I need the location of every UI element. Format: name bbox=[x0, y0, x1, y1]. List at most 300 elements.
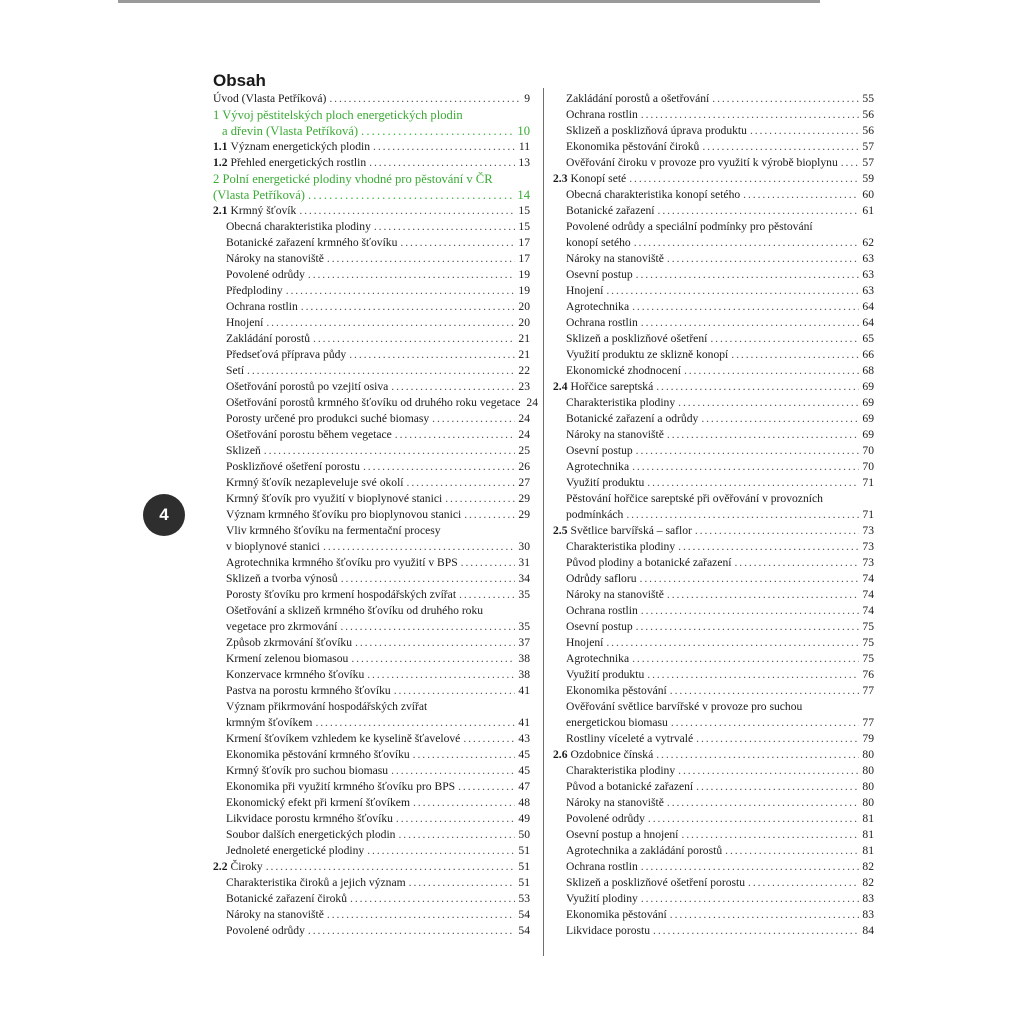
toc-page-number: 41 bbox=[518, 684, 530, 697]
toc-entry-title: Krmný šťovík pro suchou biomasu bbox=[226, 764, 389, 777]
toc-leader-dots bbox=[367, 843, 515, 859]
toc-entry-title: Ošetřování porostu během vegetace bbox=[226, 428, 392, 441]
toc-entry bbox=[553, 619, 874, 635]
toc-entry-title: Význam přikrmování hospodářských zvířat bbox=[226, 700, 428, 713]
toc-page-number: 24 bbox=[526, 396, 539, 409]
toc-entry bbox=[213, 747, 530, 763]
toc-entry-title: Ekonomický efekt při krmení šťovíkem bbox=[226, 796, 410, 809]
toc-entry bbox=[553, 491, 874, 507]
toc-entry bbox=[213, 411, 530, 427]
toc-entry-title: Ošetřování a sklizeň krmného šťovíku od druhého roku bbox=[226, 604, 484, 617]
toc-page-number: 21 bbox=[518, 332, 530, 345]
toc-entry bbox=[213, 123, 530, 139]
toc-entry-title: Krmení šťovíkem vzhledem ke kyselině šťavelové bbox=[226, 732, 461, 745]
toc-page-number: 80 bbox=[862, 748, 874, 761]
toc-page-number: 31 bbox=[518, 556, 530, 569]
toc-entry bbox=[213, 843, 530, 859]
toc-entry-title: Ekonomika pěstování krmného šťovíku bbox=[226, 748, 410, 761]
toc-entry bbox=[553, 187, 874, 203]
toc-entry bbox=[553, 587, 874, 603]
toc-entry bbox=[553, 379, 874, 395]
toc-leader-dots bbox=[286, 283, 516, 299]
toc-entry bbox=[213, 299, 530, 315]
toc-page-number: 24 bbox=[518, 428, 530, 441]
toc-leader-dots bbox=[340, 619, 515, 635]
toc-leader-dots bbox=[264, 443, 516, 459]
toc-leader-dots bbox=[407, 475, 516, 491]
toc-entry bbox=[553, 731, 874, 747]
toc-leader-dots bbox=[647, 667, 859, 683]
toc-page-number: 69 bbox=[862, 396, 874, 409]
toc-entry bbox=[553, 891, 874, 907]
toc-entry-title: Způsob zkrmování šťovíku bbox=[226, 636, 353, 649]
toc-leader-dots bbox=[841, 155, 860, 171]
toc-entry bbox=[213, 763, 530, 779]
toc-entry-title: Krmný šťovík pro využití v bioplynové stanici bbox=[226, 492, 443, 505]
toc-page-number: 76 bbox=[862, 668, 874, 681]
toc-page-number: 81 bbox=[862, 828, 874, 841]
toc-page-number: 82 bbox=[862, 860, 874, 873]
toc-entry-title: Botanické zařazení a odrůdy bbox=[566, 412, 699, 425]
toc-page-number: 43 bbox=[518, 732, 530, 745]
toc-entry bbox=[553, 443, 874, 459]
toc-entry-title: Ochrana rostlin bbox=[566, 604, 638, 617]
toc-leader-dots bbox=[301, 299, 516, 315]
toc-entry-title: Ekonomika pěstování bbox=[566, 908, 667, 921]
toc-leader-dots bbox=[374, 219, 516, 235]
toc-entry-title: Čiroky bbox=[230, 860, 263, 873]
toc-page-number: 64 bbox=[862, 316, 874, 329]
toc-page-number: 57 bbox=[862, 140, 874, 153]
toc-entry-title: krmným šťovíkem bbox=[226, 716, 313, 729]
toc-page-number: 80 bbox=[862, 764, 874, 777]
toc-page-number: 30 bbox=[518, 540, 530, 553]
top-rule bbox=[118, 0, 820, 3]
toc-leader-dots bbox=[327, 907, 516, 923]
toc-entry-title: (Vlasta Petříková) bbox=[213, 188, 305, 202]
toc-page-number: 17 bbox=[518, 252, 530, 265]
toc-page-number: 26 bbox=[518, 460, 530, 473]
toc-page-number: 77 bbox=[862, 716, 874, 729]
toc-entry-title: Konopí seté bbox=[570, 172, 627, 185]
toc-entry bbox=[553, 475, 874, 491]
toc-entry-title: Ekonomika při využití krmného šťovíku pro BPS bbox=[226, 780, 456, 793]
toc-page-number: 20 bbox=[518, 300, 530, 313]
toc-entry bbox=[553, 139, 874, 155]
toc-entry-title: Sklizeň a posklizňové ošetření bbox=[566, 332, 708, 345]
toc-page-number: 35 bbox=[518, 588, 530, 601]
toc-page-number: 61 bbox=[862, 204, 874, 217]
toc-entry bbox=[553, 635, 874, 651]
toc-section-number: 2.4 bbox=[553, 380, 568, 393]
toc-page-number: 21 bbox=[518, 348, 530, 361]
toc-entry bbox=[213, 267, 530, 283]
toc-leader-dots bbox=[636, 267, 860, 283]
toc-entry-title: Původ plodiny a botanické zařazení bbox=[566, 556, 732, 569]
toc-entry bbox=[213, 907, 530, 923]
toc-leader-dots bbox=[656, 379, 859, 395]
toc-entry-title: Ochrana rostlin bbox=[226, 300, 298, 313]
toc-leader-dots bbox=[369, 155, 515, 171]
toc-entry-title: Ověřování čiroku v provoze pro využití k výrobě bioplynu bbox=[566, 156, 838, 169]
toc-page-number: 13 bbox=[518, 156, 530, 169]
toc-page-number: 54 bbox=[518, 908, 530, 921]
toc-leader-dots bbox=[750, 123, 859, 139]
toc-entry bbox=[553, 683, 874, 699]
toc-entry-title: Rostliny víceleté a vytrvalé bbox=[566, 732, 694, 745]
toc-entry bbox=[213, 331, 530, 347]
toc-entry bbox=[553, 539, 874, 555]
toc-leader-dots bbox=[391, 379, 515, 395]
toc-section-number: 2.1 bbox=[213, 204, 228, 217]
toc-page-number: 48 bbox=[518, 796, 530, 809]
toc-entry bbox=[553, 763, 874, 779]
toc-page-number: 74 bbox=[862, 604, 874, 617]
toc-page-number: 65 bbox=[862, 332, 874, 345]
toc-entry bbox=[213, 923, 530, 939]
toc-entry bbox=[213, 475, 530, 491]
toc-entry bbox=[213, 779, 530, 795]
toc-entry bbox=[213, 251, 530, 267]
toc-entry-title: Posklizňové ošetření porostu bbox=[226, 460, 360, 473]
toc-entry bbox=[213, 459, 530, 475]
toc-page-number: 83 bbox=[862, 908, 874, 921]
toc-entry-title: Nároky na stanoviště bbox=[226, 908, 324, 921]
toc-entry bbox=[553, 859, 874, 875]
toc-entry bbox=[553, 523, 874, 539]
toc-entry-title: vegetace pro zkrmování bbox=[226, 620, 338, 633]
toc-leader-dots bbox=[648, 811, 860, 827]
toc-page-number: 69 bbox=[862, 412, 874, 425]
toc-page-number: 71 bbox=[862, 476, 874, 489]
toc-entry-title: Nároky na stanoviště bbox=[566, 252, 664, 265]
toc-entry bbox=[553, 251, 874, 267]
toc-entry bbox=[213, 203, 530, 219]
toc-page-number: 73 bbox=[862, 540, 874, 553]
toc-entry bbox=[213, 587, 530, 603]
toc-entry bbox=[553, 651, 874, 667]
toc-entry-title: Obecná charakteristika konopí setého bbox=[566, 188, 741, 201]
toc-leader-dots bbox=[315, 715, 515, 731]
toc-leader-dots bbox=[634, 235, 860, 251]
toc-leader-dots bbox=[308, 187, 514, 203]
toc-entry-title: Význam energetických plodin bbox=[230, 140, 371, 153]
toc-entry-title: Hořčice sareptská bbox=[570, 380, 654, 393]
toc-entry-title: Využití produktu bbox=[566, 668, 645, 681]
toc-entry-title: Sklizeň a posklizňová úprava produktu bbox=[566, 124, 747, 137]
toc-leader-dots bbox=[696, 731, 859, 747]
toc-leader-dots bbox=[394, 683, 516, 699]
toc-page-number: 15 bbox=[518, 204, 530, 217]
toc-entry-title: Agrotechnika bbox=[566, 652, 630, 665]
toc-entry-title: v bioplynové stanici bbox=[226, 540, 321, 553]
toc-page-number: 62 bbox=[862, 236, 874, 249]
toc-entry bbox=[213, 875, 530, 891]
toc-leader-dots bbox=[463, 731, 515, 747]
toc-page-number: 25 bbox=[518, 444, 530, 457]
toc-entry-title: Likvidace porostu bbox=[566, 924, 651, 937]
toc-entry bbox=[553, 155, 874, 171]
toc-page-number: 63 bbox=[862, 284, 874, 297]
toc-entry-title: Obecná charakteristika plodiny bbox=[226, 220, 371, 233]
toc-page-number: 80 bbox=[862, 796, 874, 809]
toc-leader-dots bbox=[247, 363, 515, 379]
toc-leader-dots bbox=[641, 315, 860, 331]
toc-page-number: 59 bbox=[862, 172, 874, 185]
toc-page-number: 73 bbox=[862, 524, 874, 537]
toc-page-number: 38 bbox=[518, 652, 530, 665]
toc-entry bbox=[553, 827, 874, 843]
toc-leader-dots bbox=[641, 859, 860, 875]
toc-leader-dots bbox=[636, 443, 860, 459]
toc-entry bbox=[213, 827, 530, 843]
toc-entry-title: Povolené odrůdy bbox=[226, 268, 305, 281]
toc-entry bbox=[553, 363, 874, 379]
toc-entry-title: Setí bbox=[226, 364, 245, 377]
toc-page-number: 66 bbox=[862, 348, 874, 361]
column-divider bbox=[543, 88, 544, 956]
toc-page-number: 29 bbox=[518, 508, 530, 521]
toc-entry bbox=[553, 779, 874, 795]
toc-page-number: 55 bbox=[862, 92, 874, 105]
toc-page-number: 35 bbox=[518, 620, 530, 633]
toc-leader-dots bbox=[656, 747, 859, 763]
toc-entry bbox=[213, 635, 530, 651]
toc-page-number: 49 bbox=[518, 812, 530, 825]
toc-entry bbox=[553, 315, 874, 331]
toc-entry bbox=[213, 731, 530, 747]
toc-entry-title: Ošetřování porostů krmného šťovíku od druhého roku vegetace bbox=[226, 396, 521, 409]
toc-page-number: 79 bbox=[862, 732, 874, 745]
toc-entry bbox=[213, 507, 530, 523]
toc-entry bbox=[213, 347, 530, 363]
toc-entry-title: Konzervace krmného šťovíku bbox=[226, 668, 365, 681]
toc-entry bbox=[213, 859, 530, 875]
toc-page-number: 73 bbox=[862, 556, 874, 569]
toc-entry-title: Agrotechnika a zakládání porostů bbox=[566, 844, 723, 857]
toc-entry bbox=[213, 187, 530, 203]
toc-leader-dots bbox=[641, 891, 860, 907]
toc-leader-dots bbox=[696, 779, 859, 795]
toc-page-number: 63 bbox=[862, 268, 874, 281]
toc-leader-dots bbox=[671, 715, 860, 731]
toc-entry-title: Ochrana rostlin bbox=[566, 108, 638, 121]
toc-leader-dots bbox=[266, 859, 516, 875]
toc-entry-title: Osevní postup bbox=[566, 268, 633, 281]
toc-leader-dots bbox=[678, 395, 859, 411]
toc-leader-dots bbox=[632, 651, 859, 667]
toc-leader-dots bbox=[361, 123, 514, 139]
toc-entry-title: Porosty šťovíku pro krmení hospodářských zvířat bbox=[226, 588, 457, 601]
toc-entry-title: Ekonomické zhodnocení bbox=[566, 364, 681, 377]
toc-leader-dots bbox=[702, 139, 859, 155]
toc-page-number: 9 bbox=[524, 92, 530, 105]
toc-page-number: 74 bbox=[862, 588, 874, 601]
toc-page-number: 14 bbox=[517, 188, 530, 202]
toc-leader-dots bbox=[349, 347, 515, 363]
toc-entry-title: a dřevin (Vlasta Petříková) bbox=[222, 124, 359, 138]
toc-section-number: 2.6 bbox=[553, 748, 568, 761]
toc-section-number: 2.5 bbox=[553, 524, 568, 537]
toc-entry bbox=[213, 667, 530, 683]
toc-entry-title: Předplodiny bbox=[226, 284, 283, 297]
toc-entry bbox=[553, 667, 874, 683]
toc-entry bbox=[553, 283, 874, 299]
toc-page-number: 37 bbox=[518, 636, 530, 649]
toc-leader-dots bbox=[308, 267, 516, 283]
toc-page-number: 27 bbox=[518, 476, 530, 489]
toc-entry-title: Zakládání porostů a ošetřování bbox=[566, 92, 710, 105]
toc-leader-dots bbox=[710, 331, 859, 347]
toc-entry bbox=[553, 331, 874, 347]
toc-entry-title: Charakteristika plodiny bbox=[566, 396, 676, 409]
toc-entry-title: Osevní postup bbox=[566, 620, 633, 633]
toc-leader-dots bbox=[363, 459, 515, 475]
toc-entry-title: Sklizeň bbox=[226, 444, 261, 457]
toc-entry-title: Zakládání porostů bbox=[226, 332, 311, 345]
toc-page-number: 50 bbox=[518, 828, 530, 841]
toc-leader-dots bbox=[647, 475, 859, 491]
toc-entry-title: 2 Polní energetické plodiny vhodné pro pěstování v ČR bbox=[213, 172, 493, 186]
toc-leader-dots bbox=[458, 779, 515, 795]
toc-entry bbox=[553, 811, 874, 827]
toc-entry bbox=[553, 427, 874, 443]
toc-entry-title: Ochrana rostlin bbox=[566, 316, 638, 329]
toc-entry-title: Charakteristika čiroků a jejich význam bbox=[226, 876, 406, 889]
toc-leader-dots bbox=[748, 875, 859, 891]
page-title: Obsah bbox=[213, 71, 266, 90]
toc-leader-dots bbox=[641, 603, 860, 619]
toc-leader-dots bbox=[461, 555, 516, 571]
toc-page-number: 70 bbox=[862, 444, 874, 457]
toc-entry bbox=[553, 347, 874, 363]
toc-page-number: 34 bbox=[518, 572, 530, 585]
toc-entry-title: Světlice barvířská – saflor bbox=[570, 524, 692, 537]
toc-entry bbox=[553, 107, 874, 123]
toc-entry bbox=[213, 603, 530, 619]
toc-page-number: 45 bbox=[518, 764, 530, 777]
toc-entry bbox=[213, 107, 530, 123]
toc-leader-dots bbox=[653, 923, 859, 939]
toc-page-number: 23 bbox=[518, 380, 530, 393]
toc-page-number: 22 bbox=[518, 364, 530, 377]
page-number-badge: 4 bbox=[143, 494, 185, 536]
toc-leader-dots bbox=[266, 315, 515, 331]
toc-page-number: 56 bbox=[862, 108, 874, 121]
toc-page-number: 51 bbox=[518, 876, 530, 889]
toc-leader-dots bbox=[329, 91, 521, 107]
toc-entry bbox=[553, 555, 874, 571]
toc-page-number: 75 bbox=[862, 636, 874, 649]
toc-entry-title: Povolené odrůdy a speciální podmínky pro pěstování bbox=[566, 220, 813, 233]
toc-leader-dots bbox=[413, 795, 515, 811]
toc-page-number: 82 bbox=[862, 876, 874, 889]
toc-leader-dots bbox=[409, 875, 516, 891]
toc-leader-dots bbox=[641, 107, 860, 123]
toc-entry bbox=[553, 171, 874, 187]
toc-entry-title: Úvod (Vlasta Petříková) bbox=[213, 92, 327, 105]
toc-page-number: 11 bbox=[518, 140, 530, 153]
toc-entry bbox=[553, 299, 874, 315]
toc-entry-title: Sklizeň a posklizňové ošetření porostu bbox=[566, 876, 746, 889]
toc-page-number: 74 bbox=[862, 572, 874, 585]
toc-entry bbox=[553, 795, 874, 811]
toc-entry bbox=[553, 395, 874, 411]
toc-entry-title: Jednoleté energetické plodiny bbox=[226, 844, 365, 857]
toc-entry bbox=[213, 715, 530, 731]
toc-leader-dots bbox=[373, 139, 516, 155]
toc-entry bbox=[553, 235, 874, 251]
toc-entry-title: Povolené odrůdy bbox=[226, 924, 305, 937]
toc-leader-dots bbox=[323, 539, 515, 555]
toc-entry bbox=[553, 203, 874, 219]
toc-entry-title: Ochrana rostlin bbox=[566, 860, 638, 873]
toc-entry-title: Krmný šťovík bbox=[230, 204, 297, 217]
toc-leader-dots bbox=[459, 587, 515, 603]
toc-entry bbox=[213, 571, 530, 587]
toc-entry-title: Využití produktu ze sklizně konopí bbox=[566, 348, 729, 361]
toc-entry-title: Krmný šťovík nezapleveluje své okolí bbox=[226, 476, 404, 489]
toc-page-number: 20 bbox=[518, 316, 530, 329]
toc-entry-title: Soubor dalších energetických plodin bbox=[226, 828, 396, 841]
toc-leader-dots bbox=[684, 363, 859, 379]
toc-entry bbox=[213, 363, 530, 379]
toc-entry-title: Nároky na stanoviště bbox=[566, 588, 664, 601]
toc-leader-dots bbox=[313, 331, 515, 347]
toc-entry bbox=[553, 459, 874, 475]
toc-page-number: 75 bbox=[862, 652, 874, 665]
toc-entry-title: Nároky na stanoviště bbox=[566, 796, 664, 809]
toc-page-number: 57 bbox=[862, 156, 874, 169]
toc-entry-title: Botanické zařazení čiroků bbox=[226, 892, 348, 905]
toc-section-number: 2.2 bbox=[213, 860, 228, 873]
toc-leader-dots bbox=[606, 635, 859, 651]
toc-entry-title: Porosty určené pro produkci suché biomasy bbox=[226, 412, 430, 425]
toc-leader-dots bbox=[413, 747, 516, 763]
toc-entry-title: Likvidace porostu krmného šťovíku bbox=[226, 812, 393, 825]
toc-entry bbox=[553, 907, 874, 923]
toc-entry bbox=[213, 491, 530, 507]
toc-page-number: 38 bbox=[518, 668, 530, 681]
toc-page-number: 75 bbox=[862, 620, 874, 633]
toc-entry bbox=[553, 267, 874, 283]
toc-entry bbox=[213, 235, 530, 251]
toc-entry bbox=[213, 555, 530, 571]
toc-entry bbox=[553, 91, 874, 107]
toc-entry bbox=[213, 811, 530, 827]
toc-page-number: 19 bbox=[518, 268, 530, 281]
toc-entry bbox=[553, 715, 874, 731]
toc-entry-title: Význam krmného šťovíku pro bioplynovou stanici bbox=[226, 508, 462, 521]
toc-page-number: 51 bbox=[518, 860, 530, 873]
toc-leader-dots bbox=[678, 763, 859, 779]
toc-leader-dots bbox=[640, 571, 860, 587]
toc-entry-title: Využití plodiny bbox=[566, 892, 638, 905]
toc-page-number: 17 bbox=[518, 236, 530, 249]
toc-page-number: 51 bbox=[518, 844, 530, 857]
toc-page-number: 45 bbox=[518, 748, 530, 761]
toc-entry bbox=[553, 843, 874, 859]
toc-leader-dots bbox=[667, 251, 860, 267]
toc-leader-dots bbox=[632, 299, 859, 315]
toc-entry bbox=[213, 379, 530, 395]
toc-page-number: 63 bbox=[862, 252, 874, 265]
toc-entry bbox=[553, 699, 874, 715]
toc-leader-dots bbox=[391, 763, 515, 779]
toc-entry bbox=[213, 443, 530, 459]
toc-entry-title: konopí setého bbox=[566, 236, 631, 249]
toc-page-number: 47 bbox=[518, 780, 530, 793]
